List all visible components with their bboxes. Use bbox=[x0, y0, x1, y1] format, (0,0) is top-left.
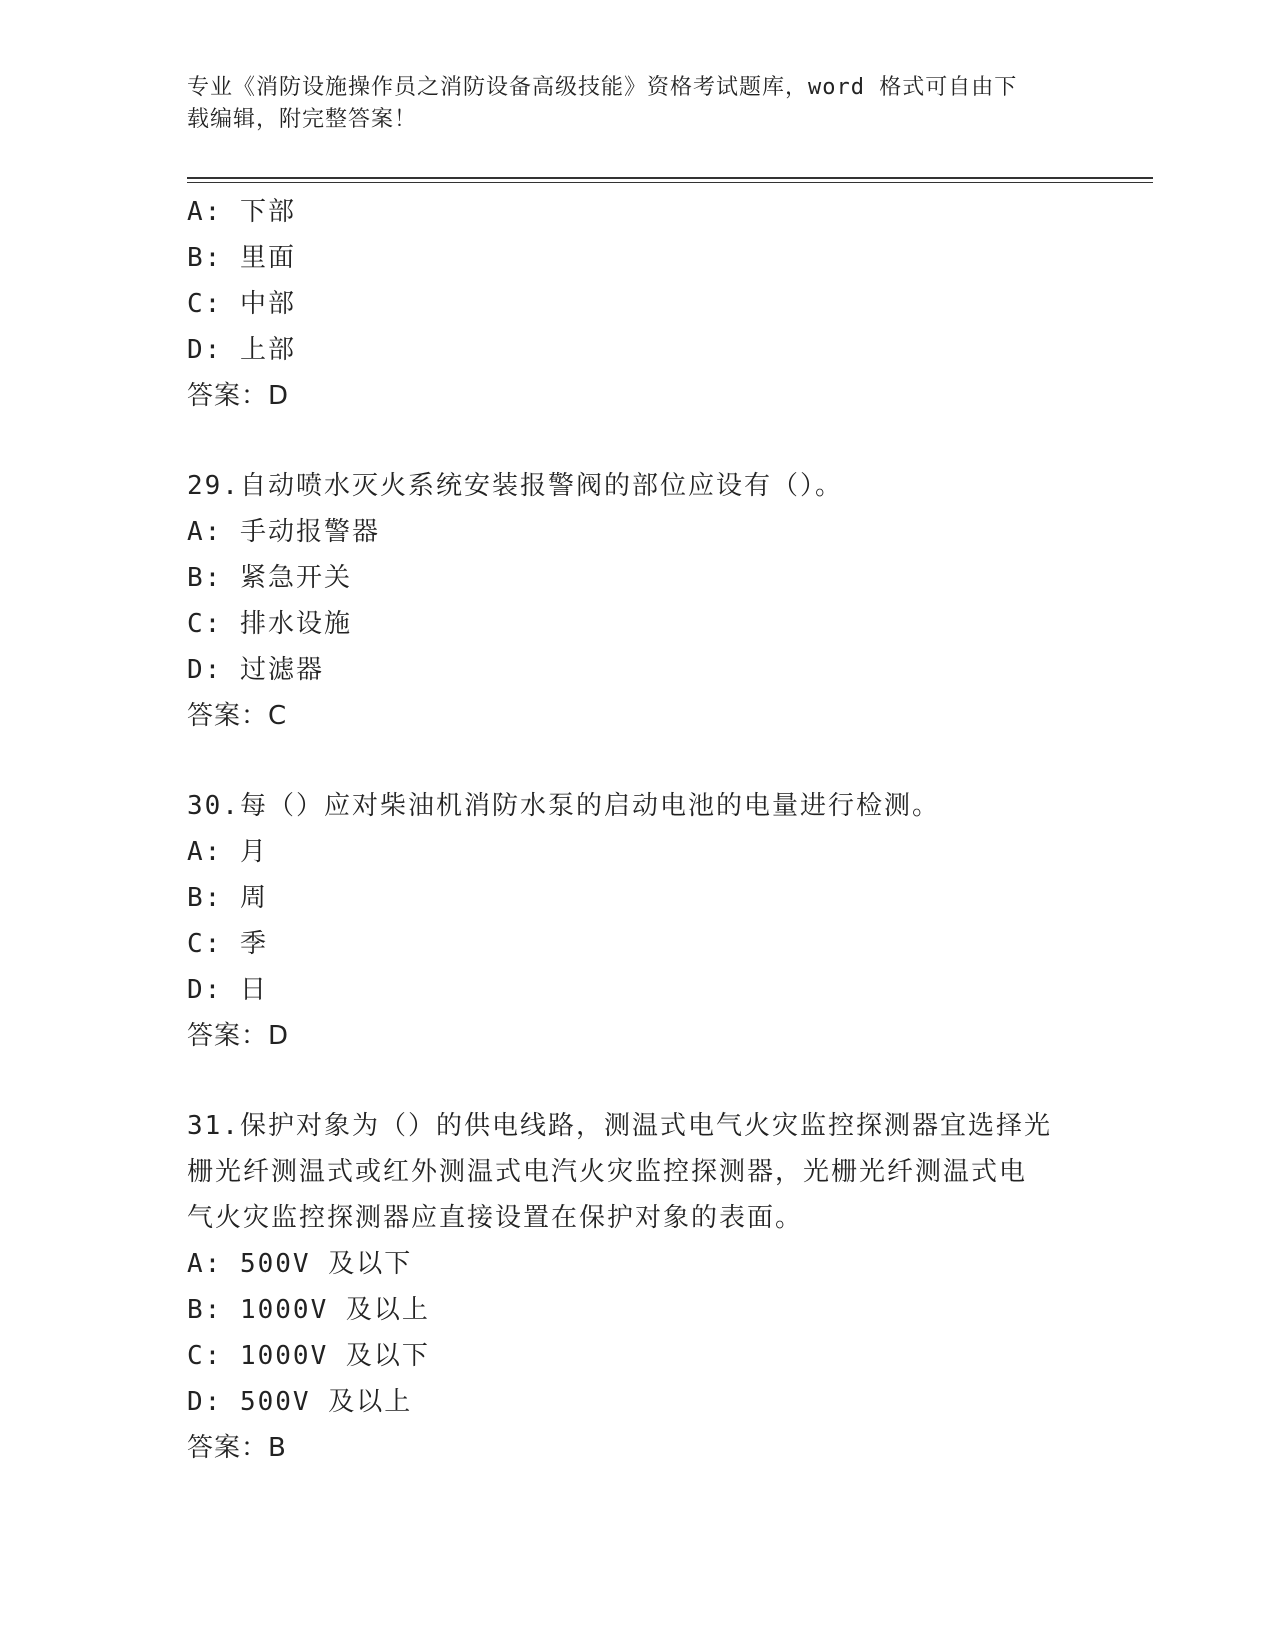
document-header bbox=[187, 72, 1067, 136]
question-stem-line-2: 栅光纤测温式或红外测温式电汽火灾监控探测器，光栅光纤测温式电 bbox=[187, 1157, 1028, 1187]
option-a: A: 月 bbox=[187, 837, 268, 867]
question-stem-line-1: 31.保护对象为（）的供电线路，测温式电气火灾监控探测器宜选择光 bbox=[187, 1111, 1052, 1141]
spacer bbox=[187, 739, 1087, 783]
option-c: C: 排水设施 bbox=[187, 609, 352, 639]
header-line-2: 载编辑，附完整答案！ bbox=[187, 107, 418, 132]
option-b: B: 1000V 及以上 bbox=[187, 1295, 430, 1325]
option-d: D: 500V 及以上 bbox=[187, 1387, 413, 1417]
question-30-block bbox=[187, 783, 1087, 1059]
option-d: D: 过滤器 bbox=[187, 655, 324, 685]
option-c: C: 1000V 及以下 bbox=[187, 1341, 430, 1371]
option-b: B: 紧急开关 bbox=[187, 563, 352, 593]
question-31-block bbox=[187, 1103, 1087, 1471]
answer-line: 答案：D bbox=[187, 381, 290, 411]
option-c: C: 中部 bbox=[187, 289, 296, 319]
header-divider-thick bbox=[187, 177, 1153, 179]
question-stem-line-3: 气火灾监控探测器应直接设置在保护对象的表面。 bbox=[187, 1203, 804, 1233]
answer-line: 答案：B bbox=[187, 1433, 287, 1463]
option-c: C: 季 bbox=[187, 929, 268, 959]
option-a: A: 手动报警器 bbox=[187, 517, 380, 547]
answer-line: 答案：D bbox=[187, 1021, 290, 1051]
question-28-block bbox=[187, 189, 1087, 419]
option-d: D: 上部 bbox=[187, 335, 296, 365]
question-stem bbox=[187, 1103, 1087, 1241]
answer-line: 答案：C bbox=[187, 701, 288, 731]
option-d: D: 日 bbox=[187, 975, 268, 1005]
option-b: B: 周 bbox=[187, 883, 268, 913]
option-a: A: 500V 及以下 bbox=[187, 1249, 413, 1279]
spacer bbox=[187, 419, 1087, 463]
header-line-1: 专业《消防设施操作员之消防设备高级技能》资格考试题库，word 格式可自由下 bbox=[187, 75, 1018, 100]
spacer bbox=[187, 1059, 1087, 1103]
header-divider-thin bbox=[187, 182, 1153, 183]
option-b: B: 里面 bbox=[187, 243, 296, 273]
option-a: A: 下部 bbox=[187, 197, 296, 227]
question-list bbox=[187, 189, 1087, 1471]
question-stem: 29.自动喷水灭火系统安装报警阀的部位应设有（）。 bbox=[187, 471, 843, 501]
question-29-block bbox=[187, 463, 1087, 739]
question-stem: 30.每（）应对柴油机消防水泵的启动电池的电量进行检测。 bbox=[187, 791, 940, 821]
